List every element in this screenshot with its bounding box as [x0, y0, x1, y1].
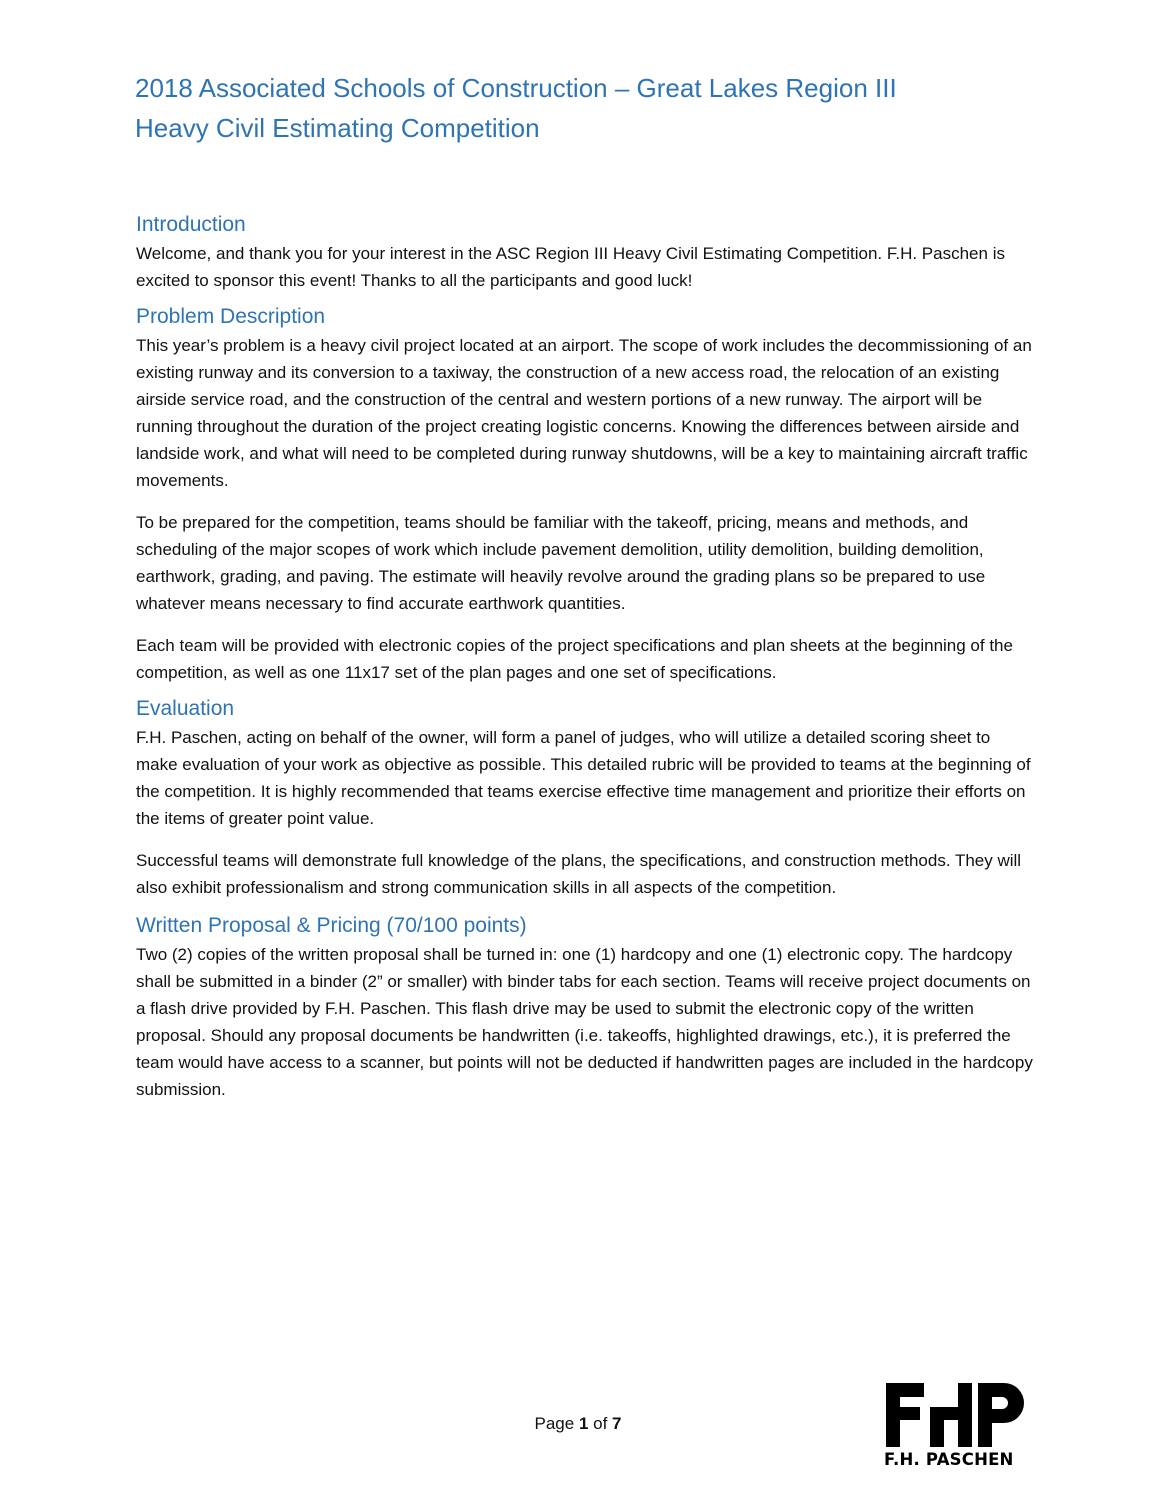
fh-paschen-logo [884, 1380, 1024, 1472]
paragraph: Two (2) copies of the written proposal shall be turned in: one (1) hardcopy and one (1) electronic copy. The hardcopy shall be submitted in a binder (2” or smaller) with binder tabs for each section. Teams will receive project documents on a flash drive provided by F.H. Paschen. This flash drive may be used to submit the electronic copy of the written proposal. Should any proposal documents be handwritten (i.e. takeoffs, highlighted drawings, etc.), it is preferred the team would have access to a scanner, but points will not be deducted if handwritten pages are included in the hardcopy submission. [136, 945, 1033, 1099]
page-current: 1 [578, 1414, 589, 1433]
section-heading: Problem Description [136, 305, 326, 328]
section-written-proposal [136, 911, 1036, 1103]
document-title-line-2: Heavy Civil Estimating Competition [135, 113, 540, 143]
paragraph: Each team will be provided with electronic copies of the project specifications and plan sheets at the beginning of the competition, as well as one 11x17 set of the plan pages and one set of specifications. [136, 636, 1013, 682]
section-heading: Evaluation [136, 697, 235, 720]
section-introduction [136, 210, 1036, 294]
section-evaluation [136, 694, 1036, 901]
paragraph: This year’s problem is a heavy civil project located at an airport. The scope of work includes the decommissioning of an existing runway and its conversion to a taxiway, the construction of a new access road, the relocation of an existing airside service road, and the construction of the central and western portions of a new runway. The airport will be running throughout the duration of the project creating logistic concerns. Knowing the differences between airside and landside work, and what will need to be completed during runway shutdowns, will be a key to maintaining aircraft traffic movements. [136, 336, 1032, 490]
document-title-line-1: 2018 Associated Schools of Construction – Great Lakes Region III [135, 73, 897, 103]
logo-company-name: F.H. PASCHEN [884, 1450, 1014, 1469]
paragraph: To be prepared for the competition, teams should be familiar with the takeoff, pricing, means and methods, and scheduling of the major scopes of work which include pavement demolition, utility demolition, building demolition, earthwork, grading, and paving. The estimate will heavily revolve around the grading plans so be prepared to use whatever means necessary to find accurate earthwork quantities. [136, 513, 986, 613]
page-prefix: Page [534, 1414, 579, 1433]
section-heading: Written Proposal & Pricing (70/100 points) [136, 914, 527, 937]
page-total: 7 [612, 1414, 622, 1433]
document-title [135, 68, 1035, 148]
paragraph: Successful teams will demonstrate full knowledge of the plans, the specifications, and construction methods. They will also exhibit professionalism and strong communication skills in all aspects of the competition. [136, 851, 1022, 897]
section-heading: Introduction [136, 213, 246, 236]
page-of: of [588, 1414, 613, 1433]
document-body [136, 210, 1036, 1118]
section-problem-description [136, 302, 1036, 686]
fhp-logo-mark-icon [884, 1380, 1024, 1448]
paragraph: F.H. Paschen, acting on behalf of the owner, will form a panel of judges, who will utilize a detailed scoring sheet to make evaluation of your work as objective as possible. This detailed rubric will be provided to teams at the beginning of the competition. It is highly recommended that teams exercise effective time management and prioritize their efforts on the items of greater point value. [136, 728, 1031, 828]
paragraph: Welcome, and thank you for your interest in the ASC Region III Heavy Civil Estimating Competition. F.H. Paschen is excited to sponsor this event! Thanks to all the participants and good luck! [136, 244, 1005, 290]
